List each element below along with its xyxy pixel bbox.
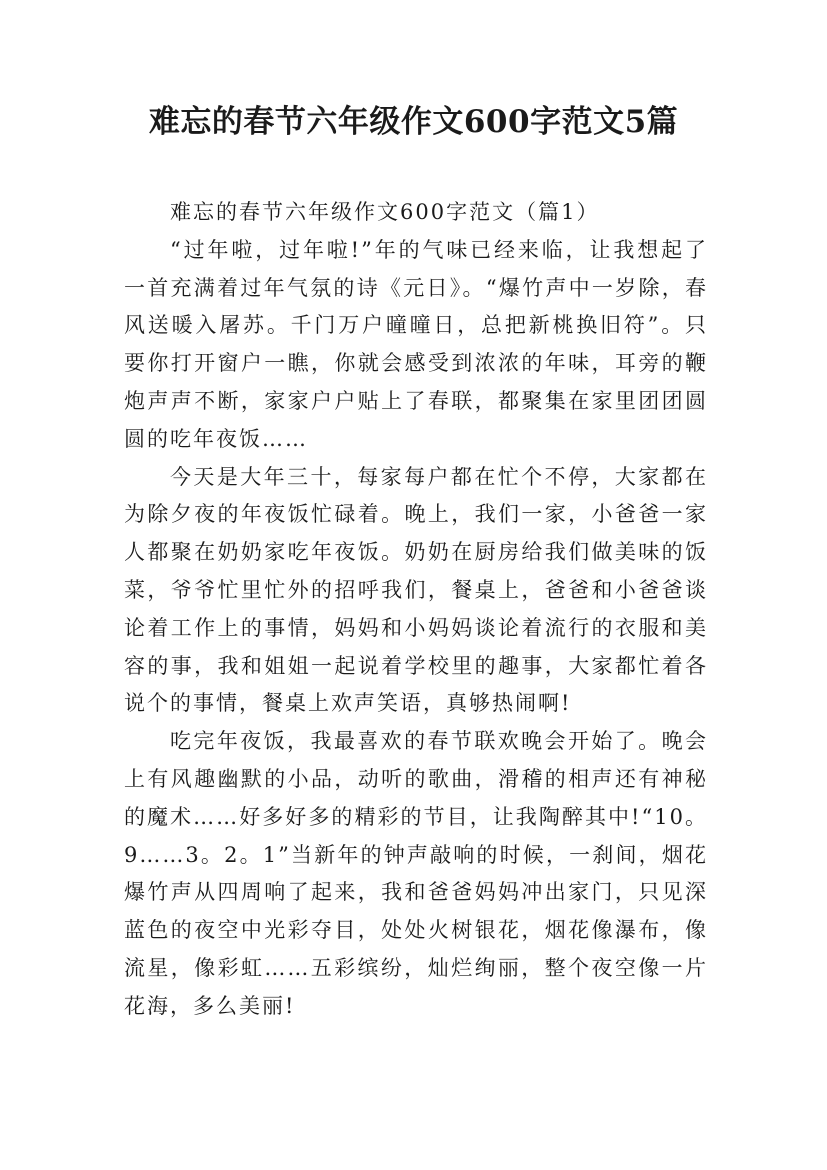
document-body xyxy=(124,194,708,1026)
paragraph-1: “过年啦，过年啦!”年的气味已经来临，让我想起了一首充满着过年气氛的诗《元日》。“爆竹声中一岁除，春风送暖入屠苏。千门万户曈曈日，总把新桃换旧符”。只要你打开窗户一瞧，你就会感受到浓浓的年味，耳旁的鞭炮声声不断，家家户户贴上了春联，都聚集在家里团团圆圆的吃年夜饭…… xyxy=(124,237,708,451)
document-title: 难忘的春节六年级作文600字范文5篇 xyxy=(148,104,679,140)
paragraph-2: 今天是大年三十，每家每户都在忙个不停，大家都在为除夕夜的年夜饭忙碌着。晚上，我们一家，小爸爸一家人都聚在奶奶家吃年夜饭。奶奶在厨房给我们做美味的饭菜，爷爷忙里忙外的招呼我们，餐桌上，爸爸和小爸爸谈论着工作上的事情，妈妈和小妈妈谈论着流行的衣服和美容的事，我和姐姐一起说着学校里的趣事，大家都忙着各说个的事情，餐桌上欢声笑语，真够热闹啊! xyxy=(124,464,708,716)
paragraph-3: 吃完年夜饭，我最喜欢的春节联欢晚会开始了。晚会上有风趣幽默的小品，动听的歌曲，滑稽的相声还有神秘的魔术……好多好多的精彩的节目，让我陶醉其中!“10。9……3。2。1”当新年的钟声敲响的时候，一刹间，烟花爆竹声从四周响了起来，我和爸爸妈妈冲出家门，只见深蓝色的夜空中光彩夺目，处处火树银花，烟花像瀑布，像流星，像彩虹……五彩缤纷，灿烂绚丽，整个夜空像一片花海，多么美丽! xyxy=(124,729,708,1018)
article-subtitle: 难忘的春节六年级作文600字范文（篇1） xyxy=(170,200,600,224)
